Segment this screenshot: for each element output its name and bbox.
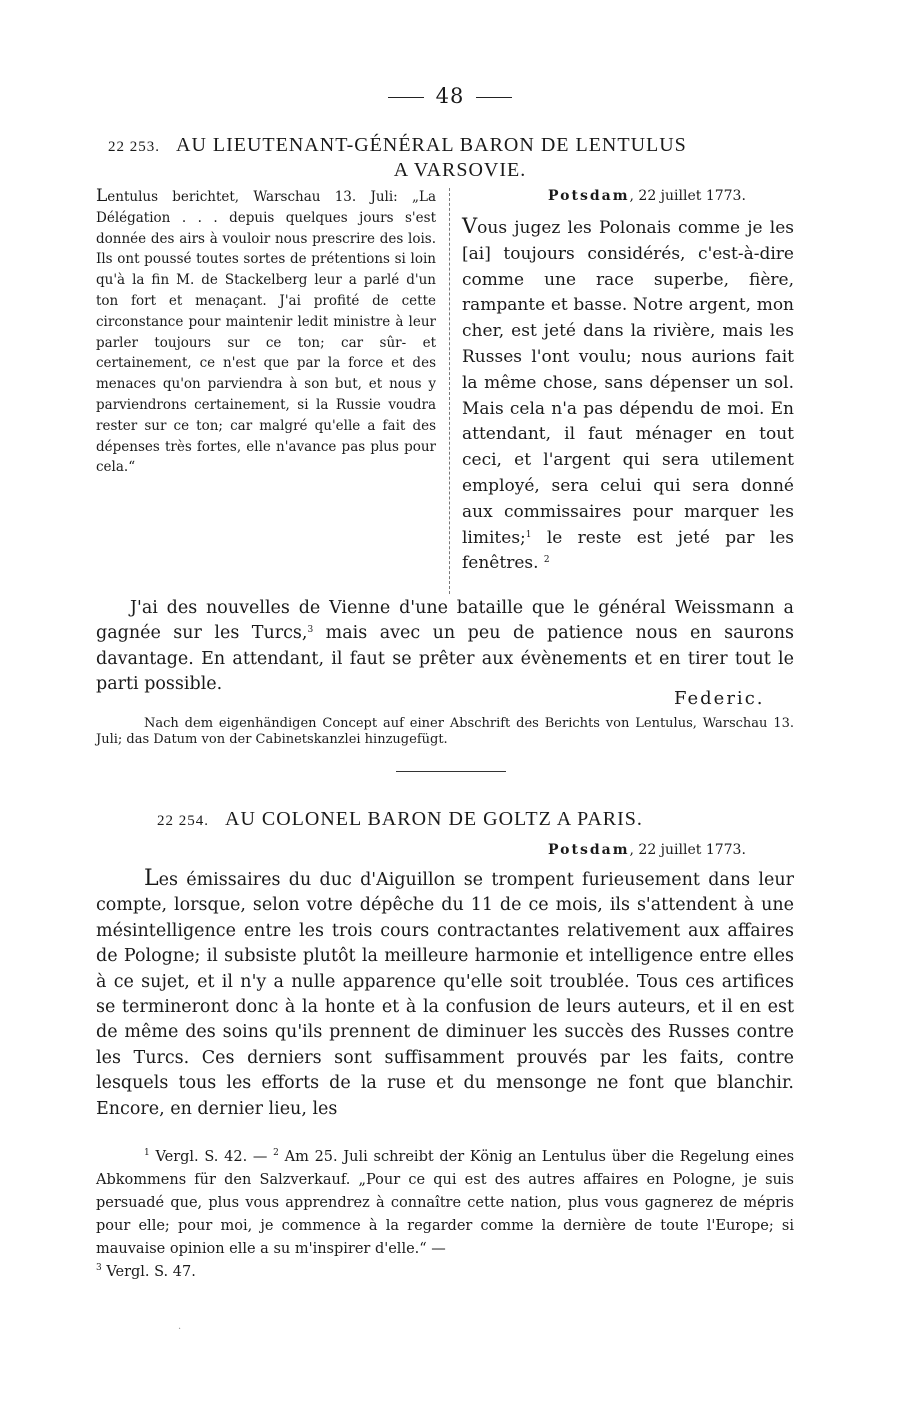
letter1-summary-initial: L [96, 186, 108, 206]
letter1-dateline [548, 188, 746, 204]
footnotes [96, 1146, 794, 1284]
letter1-heading [108, 134, 687, 157]
page-number: 48 [0, 84, 900, 108]
letter1-signature: Federic. [674, 688, 765, 709]
footnote-ref-3: 3 [307, 625, 314, 636]
letter1-summary-text: entulus berichtet, Warschau 13. Juli: „La Délégation . . . depuis quelques jours s'est donnée des airs à vouloir nous prescrire des lois. Ils ont poussé toutes sortes de prétentions si loin qu'à la fin M. de Stackelberg leur a parlé d'un ton fort et menaçant. J'ai profité de cette circonstance pour maintenir ledit ministre à leur parler toujours sur ce ton; car sûr- et certainement, ce n'est que par la force et des menaces qu'on parviendra à son but, et nous y parviendrons certainement, si la Russie voudra rester sur ce ton; car malgré qu'elle a fait des dépenses très fortes, elle n'avance pas plus pour cela.“ [96, 189, 436, 476]
footnote-3-number: 3 [96, 1263, 102, 1273]
letter2-dateline [548, 842, 746, 858]
footnote-ref-1: 1 [525, 529, 532, 540]
letter1-title-line2: A VARSOVIE. [393, 159, 527, 181]
letter1-source-note: Nach dem eigenhändigen Concept auf einer Abschrift des Berichts von Lentulus, Warschau 13. Juli; das Datum von der Cabinetskanzlei hinzugefügt. [96, 716, 794, 747]
footnote-1-number: 1 [144, 1148, 150, 1158]
letter2-number: 22 254. [157, 813, 209, 829]
letter1-body [462, 214, 794, 577]
letter1-date: , 22 juillet 1773. [629, 188, 746, 204]
letter1-body-part1: ous jugez les Polonais comme je les [ai] toujours considérés, c'est-à-dire comme une race superbe, fière, rampante et basse. Notre argent, mon cher, est jeté dans la rivière, mais les Russes l'ont voulu; nous aurions fait la même chose, sans dépenser un sol. Mais cela n'a pas dépendu de moi. En attendant, il faut ménager en tout ceci, et l'argent qui sera utilement employé, sera celui qui sera donné aux commissaires pour marquer les limites; [462, 218, 794, 548]
letter1-number: 22 253. [108, 139, 160, 155]
letter1-report-summary [96, 186, 436, 478]
letter1-paragraph2-part2: mais avec un peu de patience nous en saurons davantage. En attendant, il faut se prêter aux évènements et en tirer tout le parti possible. [96, 623, 794, 695]
letter1-place: Potsdam [548, 188, 630, 204]
footnote-2-number: 2 [273, 1148, 279, 1158]
footnote-1: Vergl. S. 42. — [155, 1149, 268, 1165]
letter2-body-initial: L [144, 866, 159, 891]
footnote-ref-2: 2 [543, 555, 550, 566]
letter2-title: AU COLONEL BARON DE GOLTZ A PARIS. [225, 808, 643, 830]
print-speck: · [178, 1324, 182, 1335]
letter2-heading [157, 808, 643, 831]
letter1-paragraph2-part1: J'ai des nouvelles de Vienne d'une bataille que le général Weissmann a gagnée sur les Turcs, [96, 598, 794, 644]
footnote-3-wrap [96, 1261, 196, 1284]
letter1-body-part2: le reste est jeté par les fenêtres. [462, 527, 794, 574]
footnote-2: Am 25. Juli schreibt der König an Lentulus über die Regelung eines Abkommens für den Salzverkauf. „Pour ce qui est des autres affaires en Pologne, je suis persuadé que, plus vous apprendrez à connaître cette nation, plus vous gagnerez de mépris pour elle; pour moi, je commence à la regarder comme la dernière de toute l'Europe; si mauvaise opinion elle a su m'inspirer d'elle.“ — [96, 1149, 795, 1257]
page-number-dash-left [388, 97, 424, 98]
section-separator [396, 771, 506, 772]
letter2-place: Potsdam [548, 842, 630, 858]
footnote-3: Vergl. S. 47. [106, 1264, 196, 1280]
letter2-body-text: es émissaires du duc d'Aiguillon se trompent furieusement dans leur compte, lorsque, selon votre dépêche du 11 de ce mois, ils s'attendent à une mésintelligence entre les trois cours contractantes relativement aux affaires de Pologne; il subsiste plutôt la meilleure harmonie et intelligence entre elles à ce sujet, et il n'y a nulle apparence qu'elle soit troublée. Tous ces artifices se termineront donc à la honte et à la confusion de leurs auteurs, et il en est de même des soins qu'ils prennent de diminuer les succès des Russes contre les Turcs. Ces derniers sont suffisamment prouvés par les faits, contre lesquels tous les efforts de la ruse et du mensonge ne font que blanchir. Encore, en dernier lieu, les [96, 870, 794, 1119]
letter1-paragraph2 [96, 596, 794, 698]
letter2-body [96, 866, 794, 1122]
letter2-date: , 22 juillet 1773. [629, 842, 746, 858]
letter1-body-initial: V [462, 214, 478, 238]
page-number-dash-right [476, 97, 512, 98]
column-divider [449, 188, 450, 594]
letter1-title-line1: AU LIEUTENANT-GÉNÉRAL BARON DE LENTULUS [176, 134, 687, 156]
